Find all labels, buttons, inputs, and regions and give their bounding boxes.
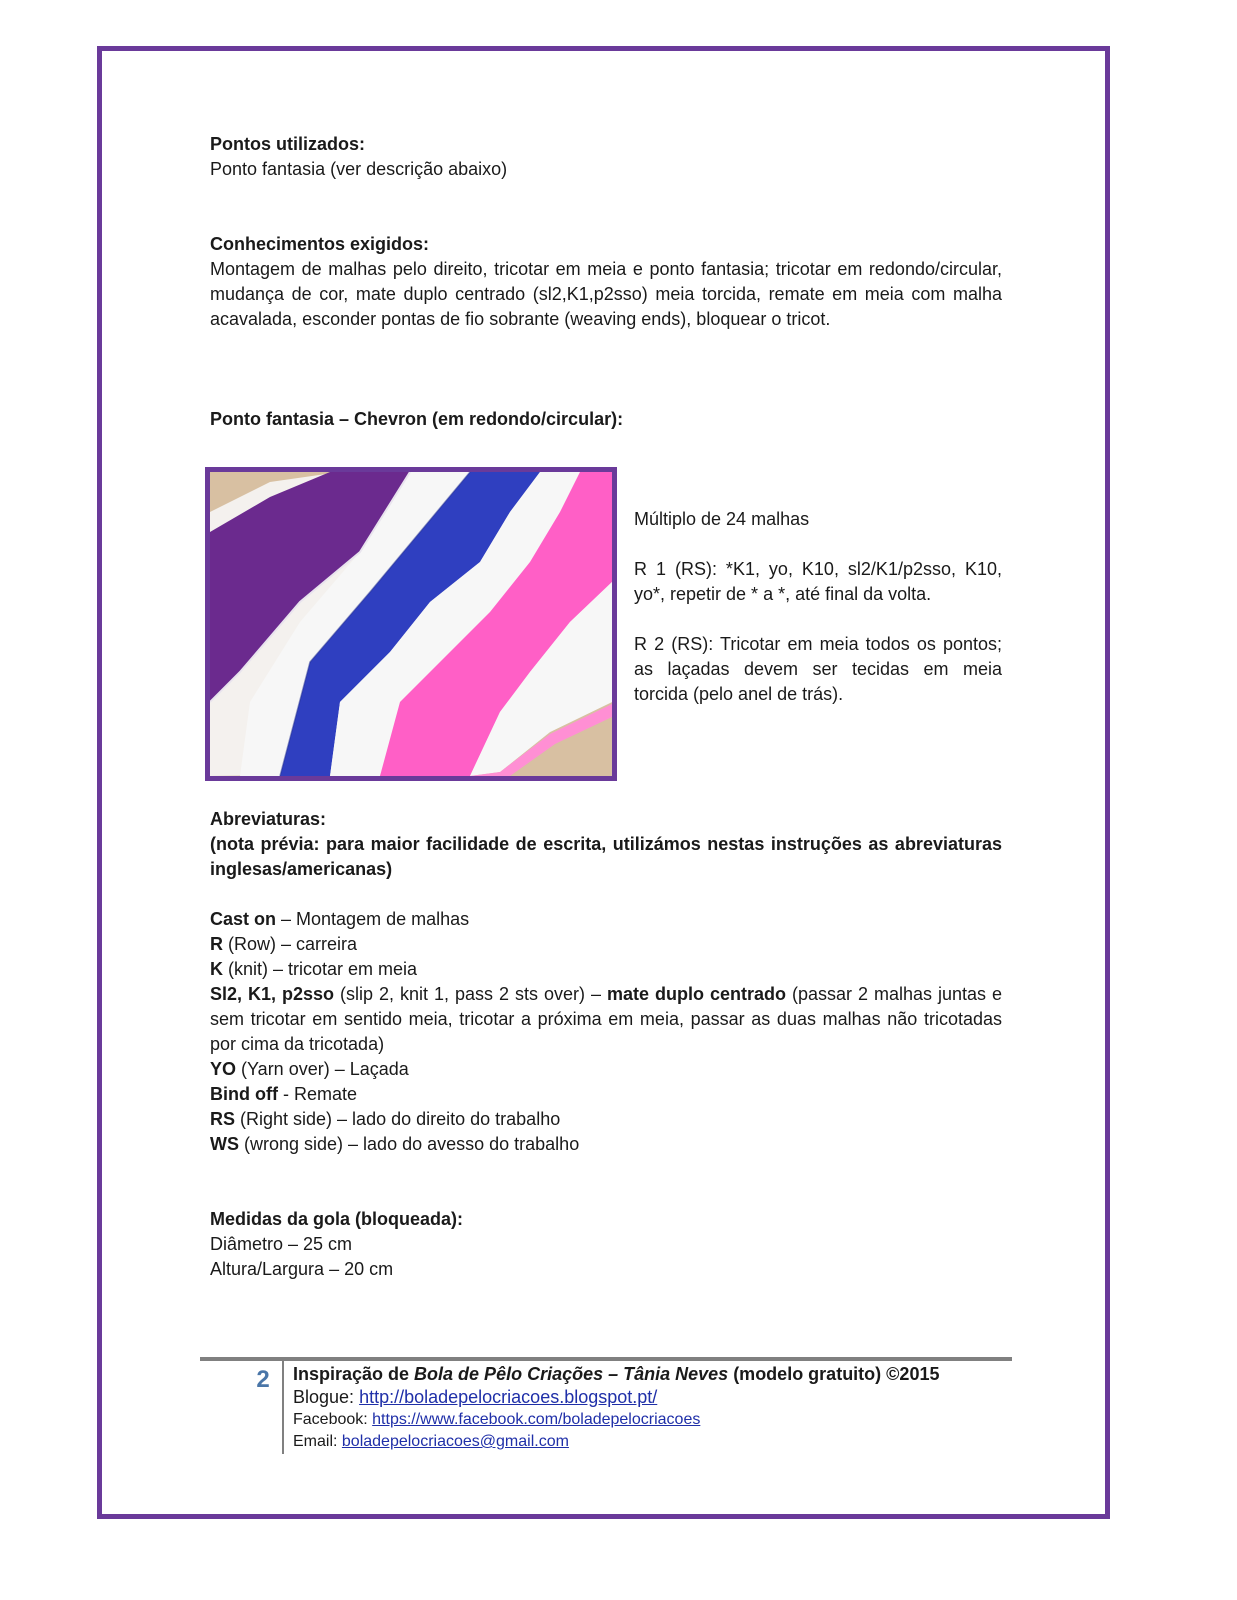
abbr-desc: (Right side) – lado do direito do trabalho [235,1109,561,1129]
blog-label: Blogue: [293,1387,360,1407]
abbr-term: mate duplo centrado [606,984,786,1004]
medidas-diametro: Diâmetro – 25 cm [210,1234,353,1254]
abreviaturas-section [210,807,1002,1157]
abbr-desc: (Yarn over) – Laçada [236,1059,409,1079]
medidas-altura: Altura/Largura – 20 cm [210,1259,394,1279]
pontos-section [210,132,1002,182]
ponto-fantasia-section [210,407,1002,432]
facebook-link[interactable]: https://www.facebook.com/boladepelocriacoes [372,1411,701,1428]
abbr-desc: (passar 2 malhas juntas e sem tricotar em sentido meia, tricotar a próxima em meia, passar as duas malhas não tricotadas por cima da tricotada) [210,984,1002,1054]
abbr-term: Cast on [210,909,277,929]
footer-rule [200,1357,1012,1361]
pontos-heading: Pontos utilizados: [210,134,365,154]
abbr-term: YO [210,1059,237,1079]
abbr-term: RS [210,1109,236,1129]
abbr-term: Bind off [210,1084,278,1104]
footer-facebook [293,1409,993,1431]
footer-email [293,1431,993,1453]
abbr-desc: (wrong side) – lado do avesso do trabalho [239,1134,580,1154]
row1-text: R 1 (RS): *K1, yo, K10, sl2/K1/p2sso, K10, yo*, repetir de * a *, até final da volta. [634,559,1002,604]
footer-blog [293,1386,993,1409]
abbr-term: WS [210,1134,239,1154]
footer-title-author: Bola de Pêlo Criações – Tânia Neves [414,1364,729,1384]
footer-title-prefix: Inspiração de [293,1364,415,1384]
footer-title [293,1362,993,1386]
footer-title-suffix: (modelo gratuito) ©2015 [728,1364,940,1384]
footer-divider [282,1361,284,1454]
abbr-desc: – Montagem de malhas [276,909,470,929]
abbr-item [210,932,1002,957]
conhecimentos-section [210,232,1002,332]
facebook-label: Facebook: [293,1411,373,1428]
chevron-knitting-photo [205,467,617,781]
abbr-item [210,1107,1002,1132]
abbr-term: R [210,934,223,954]
email-label: Email: [293,1433,342,1450]
abbr-item [210,982,1002,1057]
footer [293,1362,993,1453]
abbr-item [210,1057,1002,1082]
conhecimentos-text: Montagem de malhas pelo direito, tricotar em meia e ponto fantasia; tricotar em redondo/circular, mudança de cor, mate duplo centrado (sl2,K1,p2sso) meia torcida, remate em meia com malha acavalada, esconder pontas de fio sobrante (weaving ends), bloquear o tricot. [210,259,1002,329]
medidas-heading: Medidas da gola (bloqueada): [210,1209,464,1229]
blog-link[interactable]: http://boladepelocriacoes.blogspot.pt/ [359,1387,658,1407]
abreviaturas-note: (nota prévia: para maior facilidade de escrita, utilizámos nestas instruções as abreviaturas inglesas/americanas) [210,834,1002,879]
abbr-desc: (knit) – tricotar em meia [223,959,418,979]
abbr-item [210,957,1002,982]
abbr-desc: (slip 2, knit 1, pass 2 sts over) – [334,984,607,1004]
pattern-instructions [634,507,1002,732]
multiplo-text: Múltiplo de 24 malhas [634,509,810,529]
row2-text: R 2 (RS): Tricotar em meia todos os pontos; as laçadas devem ser tecidas em meia torcida (pelo anel de trás). [634,634,1002,704]
abbr-term: K [210,959,223,979]
abbr-item [210,1132,1002,1157]
abbr-term: Sl2, K1, p2sso [210,984,335,1004]
email-link[interactable]: boladepelocriacoes@gmail.com [341,1433,569,1450]
page-number: 2 [256,1366,270,1393]
chevron-knitting-image [210,472,612,776]
abbr-item [210,1082,1002,1107]
ponto-fantasia-heading: Ponto fantasia – Chevron (em redondo/circular): [210,409,624,429]
medidas-section [210,1207,1002,1282]
abbr-desc: - Remate [277,1084,358,1104]
pontos-text: Ponto fantasia (ver descrição abaixo) [210,159,508,179]
abbr-desc: (Row) – carreira [223,934,358,954]
abbr-item [210,907,1002,932]
abreviaturas-heading: Abreviaturas: [210,809,327,829]
conhecimentos-heading: Conhecimentos exigidos: [210,234,430,254]
